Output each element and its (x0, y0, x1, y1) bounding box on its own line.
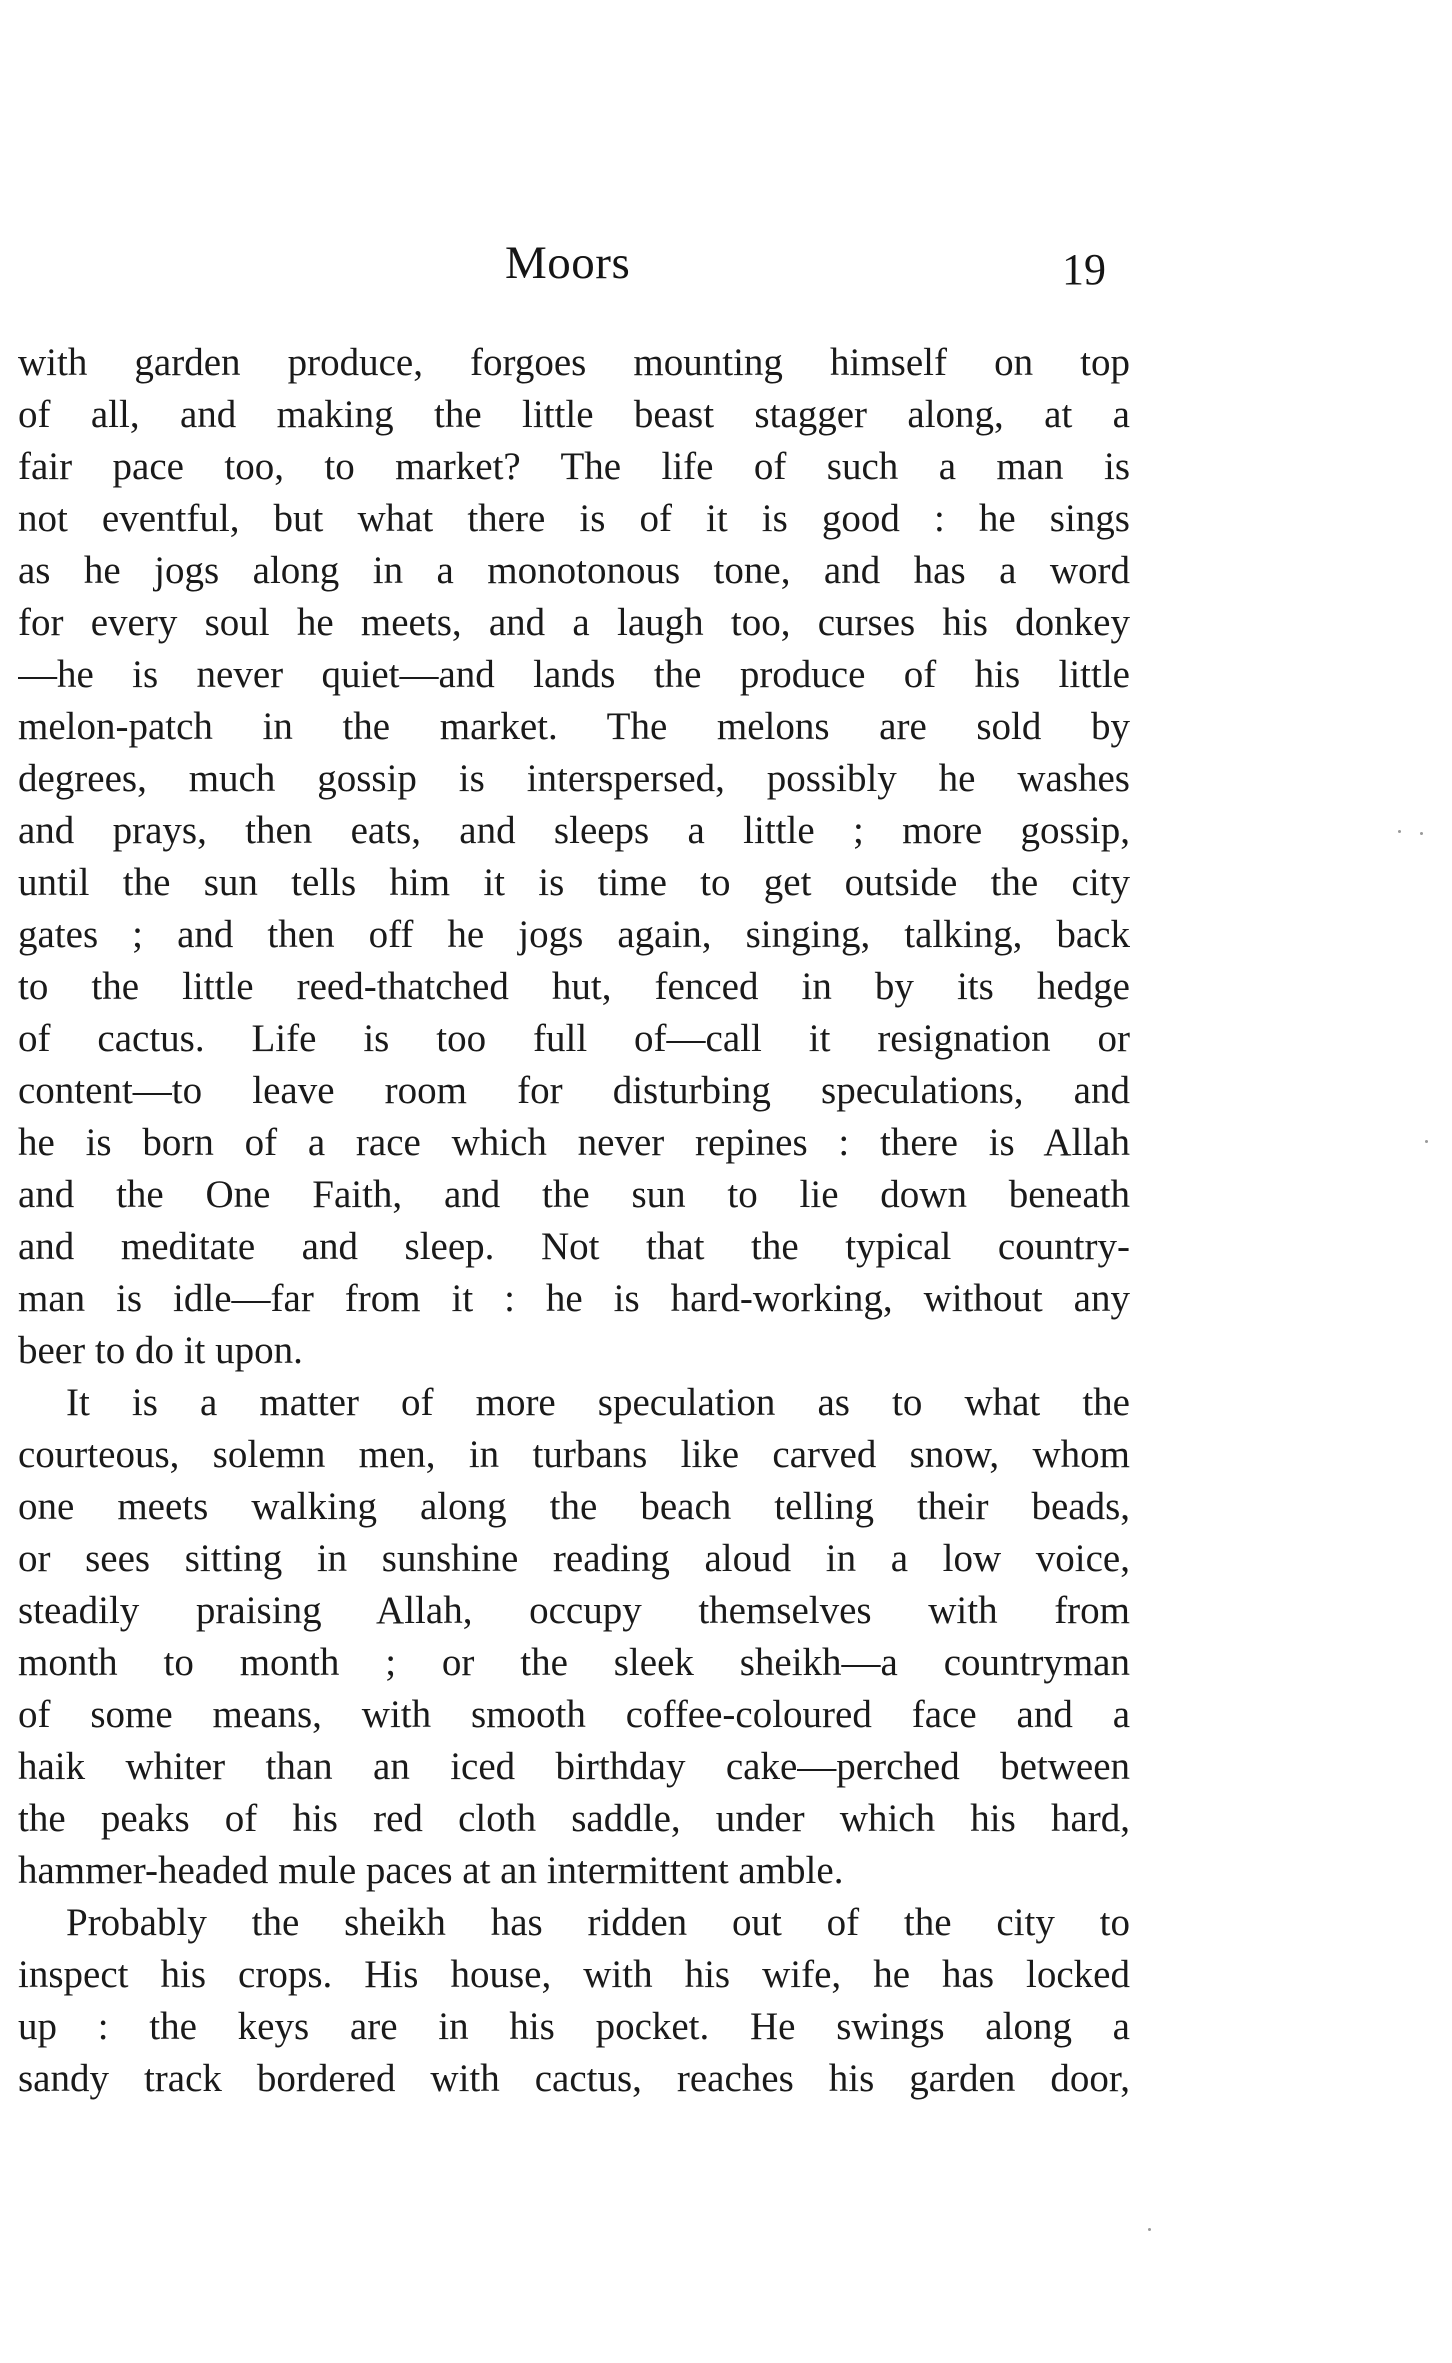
text-line: one meets walking along the beach telling their beads, (18, 1485, 1130, 1528)
text-line: the peaks of his red cloth saddle, under which his hard, (18, 1797, 1130, 1840)
paragraph-start-line: Probably the sheikh has ridden out of the city to (66, 1901, 1130, 1944)
text-line: courteous, solemn men, in turbans like carved snow, whom (18, 1433, 1130, 1476)
running-head-title: Moors (505, 237, 631, 289)
text-line: steadily praising Allah, occupy themselves with from (18, 1589, 1130, 1632)
text-line: or sees sitting in sunshine reading aloud in a low voice, (18, 1537, 1130, 1580)
scan-speck (1425, 1140, 1428, 1143)
scan-speck (1148, 2228, 1151, 2231)
text-line: for every soul he meets, and a laugh too, curses his donkey (18, 601, 1130, 644)
text-line: haik whiter than an iced birthday cake—perched between (18, 1745, 1130, 1788)
text-line: degrees, much gossip is interspersed, possibly he washes (18, 757, 1130, 800)
paragraph-end-line: beer to do it upon. (18, 1329, 303, 1372)
text-line: until the sun tells him it is time to get outside the city (18, 861, 1130, 904)
text-line: of cactus. Life is too full of—call it resignation or (18, 1017, 1130, 1060)
scan-speck (1398, 830, 1401, 833)
text-line: man is idle—far from it : he is hard-working, without any (18, 1277, 1130, 1320)
text-line: month to month ; or the sleek sheikh—a countryman (18, 1641, 1130, 1684)
text-line: inspect his crops. His house, with his wife, he has locked (18, 1953, 1130, 1996)
page-number: 19 (1062, 245, 1106, 294)
text-line: up : the keys are in his pocket. He swings along a (18, 2005, 1130, 2048)
text-line: to the little reed-thatched hut, fenced in by its hedge (18, 965, 1130, 1008)
text-line: melon-patch in the market. The melons are sold by (18, 705, 1130, 748)
text-line: and prays, then eats, and sleeps a little ; more gossip, (18, 809, 1130, 852)
text-line: —he is never quiet—and lands the produce of his little (18, 653, 1130, 696)
body-text (18, 337, 1130, 2105)
text-line: fair pace too, to market? The life of such a man is (18, 445, 1130, 488)
text-line: of all, and making the little beast stagger along, at a (18, 393, 1130, 436)
text-line: content—to leave room for disturbing speculations, and (18, 1069, 1130, 1112)
text-line: and meditate and sleep. Not that the typical country- (18, 1225, 1130, 1268)
text-line: of some means, with smooth coffee-coloured face and a (18, 1693, 1130, 1736)
text-line: as he jogs along in a monotonous tone, and has a word (18, 549, 1130, 592)
text-line: with garden produce, forgoes mounting himself on top (18, 341, 1130, 384)
paragraph-start-line: It is a matter of more speculation as to what the (66, 1381, 1130, 1424)
text-line: and the One Faith, and the sun to lie down beneath (18, 1173, 1130, 1216)
text-line: sandy track bordered with cactus, reaches his garden door, (18, 2057, 1130, 2100)
text-line: gates ; and then off he jogs again, singing, talking, back (18, 913, 1130, 956)
scan-speck (1420, 832, 1423, 835)
paragraph-end-line: hammer-headed mule paces at an intermittent amble. (18, 1849, 844, 1892)
text-line: not eventful, but what there is of it is good : he sings (18, 497, 1130, 540)
text-line: he is born of a race which never repines : there is Allah (18, 1121, 1130, 1164)
